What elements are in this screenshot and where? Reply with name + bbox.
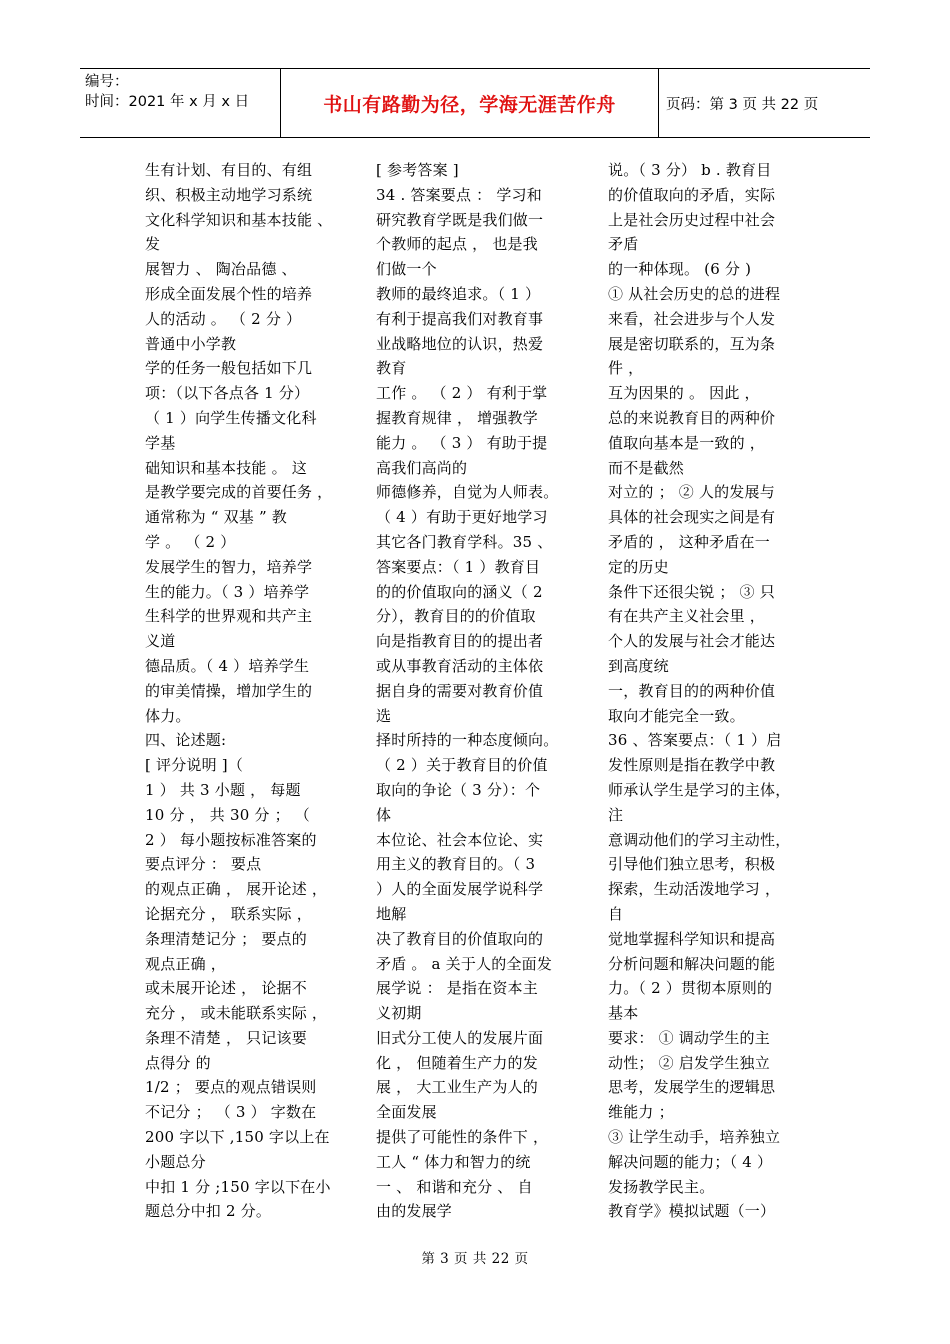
text-line: 展是密切联系的，互为条 — [608, 334, 776, 353]
text-line: 有在共产主义社会里 ， — [608, 607, 765, 626]
text-line: 上是社会历史过程中社会 — [608, 210, 776, 229]
text-line: 学 。 （ 2 ） — [145, 532, 236, 551]
text-line: 的价值取向的矛盾，实际 — [608, 185, 776, 204]
text-line: [ 参考答案 ] — [376, 161, 459, 179]
text-line: 定的历史 — [608, 557, 669, 576]
text-line: 学的任务一般包括如下几 — [145, 359, 313, 378]
text-line: 本位论、社会本位论、实 — [376, 830, 544, 849]
text-column-1 — [145, 158, 355, 1224]
text-line: 的的价值取向的涵义（ 2 — [376, 582, 543, 601]
text-line: 地解 — [376, 904, 407, 923]
text-line: 提供了可能性的条件下 ， — [376, 1128, 549, 1147]
text-line: 而不是截然 — [608, 458, 685, 477]
text-line: 34 . 答案要点 ： 学习和 — [376, 185, 542, 204]
text-line: 发扬教学民主。 — [608, 1177, 715, 1196]
text-line: ）人的全面发展学说科学 — [376, 880, 544, 899]
text-line: 1 ） 共 3 小题 ， 每题 — [145, 780, 301, 799]
text-line: 生有计划、有目的、有组 — [145, 161, 313, 179]
text-line: 一 、 和谐和充分 、 自 — [376, 1177, 533, 1196]
text-line: 普通中小学教 — [145, 334, 237, 353]
text-line: 力。（ 2 ）贯彻本原则的 — [608, 979, 773, 998]
text-line: 工人 “ 体力和智力的统 — [376, 1152, 531, 1171]
text-line: 项：（以下各点各 1 分） — [145, 384, 310, 403]
text-line: 矛盾 — [608, 235, 639, 254]
number-label: 编号： — [85, 74, 129, 90]
text-line: 10 分 ， 共 30 分 ； （ — [145, 805, 310, 824]
text-line: 由的发展学 — [376, 1202, 453, 1221]
text-line: 体力。 — [145, 706, 191, 725]
text-line: 分析问题和解决问题的能 — [608, 954, 776, 973]
text-line: 引导他们独立思考，积极 — [608, 855, 776, 874]
text-line: 2 ） 每小题按标准答案的 — [145, 830, 317, 849]
text-line: 要点评分 ： 要点 — [145, 855, 262, 874]
text-line: 36 、答案要点：（ 1 ）启 — [608, 731, 782, 750]
text-line: 论据充分 ， 联系实际 ， — [145, 904, 312, 923]
text-line: 要求： ① 调动学生的主 — [608, 1028, 770, 1047]
text-line: 教育学》模拟试题（一） — [608, 1202, 776, 1221]
text-line: 师承认学生是学习的主体， — [608, 780, 791, 799]
text-line: 的审美情操，增加学生的 — [145, 681, 313, 700]
text-line: 人的活动 。 （ 2 分 ） — [145, 309, 302, 328]
text-line: 探索，生动活泼地学习 ， — [608, 880, 781, 899]
text-line: 研究教育学既是我们做一 — [376, 210, 544, 229]
text-line: 展学说 ： 是指在资本主 — [376, 979, 538, 998]
text-line: 业战略地位的认识，热爱 — [376, 334, 544, 353]
text-line: 据自身的需要对教育价值 — [376, 681, 544, 700]
text-line: 能力 。 （ 3 ） 有助于提 — [376, 433, 548, 452]
text-line: ① 从社会历史的总的进程 — [608, 284, 781, 303]
text-line: 化 ， 但随着生产力的发 — [376, 1053, 538, 1072]
text-line: 条件下还很尖锐 ； ③ 只 — [608, 582, 775, 601]
text-line: 形成全面发展个性的培养 — [145, 284, 313, 303]
text-line: 不记分 ； （ 3 ） 字数在 — [145, 1103, 317, 1122]
text-line: 答案要点：（ 1 ）教育目 — [376, 557, 541, 576]
text-line: 四、论述题: — [145, 731, 227, 750]
text-line: 选 — [376, 706, 392, 725]
text-line: 说。（ 3 分） b . 教育目 — [608, 161, 772, 179]
text-line: 全面发展 — [376, 1103, 437, 1122]
text-line: （ 2 ）关于教育目的价值 — [376, 756, 548, 775]
text-line: 个人的发展与社会才能达 — [608, 632, 776, 651]
text-line: 自 — [608, 904, 624, 923]
header-motto: 书山有路勤为径，学海无涯苦作舟 — [281, 69, 659, 137]
text-line: 200 字以下 ,150 字以上在 — [145, 1128, 330, 1147]
text-line: 维能力 ； — [608, 1103, 674, 1122]
text-line: 义初期 — [376, 1004, 422, 1023]
text-line: 德品质。（ 4 ）培养学生 — [145, 656, 310, 675]
text-line: 体 — [376, 805, 392, 824]
text-line: 握教育规律 ， 增强教学 — [376, 408, 538, 427]
text-line: 总的来说教育目的两种价 — [608, 408, 776, 427]
text-line: 矛盾的 ， 这种矛盾在一 — [608, 532, 770, 551]
header-meta — [80, 69, 281, 137]
text-line: 具体的社会现实之间是有 — [608, 508, 776, 527]
text-line: 或从事教育活动的主体依 — [376, 656, 544, 675]
text-line: 点得分 的 — [145, 1053, 211, 1072]
text-line: 一，教育目的的两种价值 — [608, 681, 776, 700]
text-line: 觉地掌握科学知识和提高 — [608, 929, 776, 948]
text-line: 互为因果的 。 因此 ， — [608, 384, 760, 403]
text-line: 取向的争论（ 3 分）：个 — [376, 780, 541, 799]
date-line: 时间：2021 年 x 月 x 日 — [85, 94, 250, 110]
text-line: 础知识和基本技能 。 这 — [145, 458, 307, 477]
text-line: 文化科学知识和基本技能 、 — [145, 210, 333, 229]
text-line: ③ 让学生动手，培养独立 — [608, 1128, 781, 1147]
text-line: 注 — [608, 805, 624, 824]
text-line: 用主义的教育目的。（ 3 — [376, 855, 536, 874]
text-line: 基本 — [608, 1004, 639, 1023]
text-line: 思考，发展学生的逻辑思 — [608, 1078, 776, 1097]
text-line: 个教师的起点 ， 也是我 — [376, 235, 538, 254]
text-line: 义道 — [145, 632, 176, 651]
text-line: 矛盾 。 a 关于人的全面发 — [376, 954, 553, 973]
text-line: （ 1 ）向学生传播文化科 — [145, 408, 317, 427]
text-line: 高我们高尚的 — [376, 458, 468, 477]
text-column-2 — [376, 158, 586, 1224]
text-line: 来看，社会进步与个人发 — [608, 309, 776, 328]
text-line: 展智力 、 陶冶品德 、 — [145, 260, 297, 279]
text-line: 教师的最终追求。（ 1 ） — [376, 284, 541, 303]
header-page-info: 页码：第 3 页 共 22 页 — [666, 96, 819, 113]
text-line: 其它各门教育学科。35 、 — [376, 532, 553, 551]
text-line: 值取向基本是一致的 ， — [608, 433, 765, 452]
text-line: 是教学要完成的首要任务 ， — [145, 483, 333, 502]
text-line: 师德修养，自觉为人师表。 — [376, 483, 559, 502]
text-line: 中扣 1 分 ;150 字以下在小 — [145, 1177, 331, 1196]
text-line: 1/2 ； 要点的观点错误则 — [145, 1078, 317, 1097]
text-line: 件 ， — [608, 359, 644, 378]
text-line: 对立的 ； ② 人的发展与 — [608, 483, 775, 502]
text-line: 生的能力。（ 3 ）培养学 — [145, 582, 310, 601]
page-header — [80, 68, 870, 138]
text-line: 题总分中扣 2 分。 — [145, 1202, 272, 1221]
text-line: （ 4 ）有助于更好地学习 — [376, 508, 548, 527]
text-line: 条理不清楚 ， 只记该要 — [145, 1028, 307, 1047]
text-line: 决了教育目的价值取向的 — [376, 929, 544, 948]
text-line: 工作 。 （ 2 ） 有利于掌 — [376, 384, 548, 403]
text-line: 发展学生的智力，培养学 — [145, 557, 313, 576]
text-line: 发性原则是指在教学中教 — [608, 756, 776, 775]
text-line: 到高度统 — [608, 656, 669, 675]
text-line: 学基 — [145, 433, 176, 452]
text-line: 或未展开论述 ， 论据不 — [145, 979, 307, 998]
text-line: 教育 — [376, 359, 407, 378]
text-line: 旧式分工使人的发展片面 — [376, 1028, 544, 1047]
text-line: 生科学的世界观和共产主 — [145, 607, 313, 626]
text-line: [ 评分说明 ]（ — [145, 756, 244, 775]
text-column-3 — [608, 158, 818, 1224]
text-line: 条理清楚记分 ； 要点的 — [145, 929, 307, 948]
text-line: 意调动他们的学习主动性， — [608, 830, 791, 849]
page-footer: 第 3 页 共 22 页 — [421, 1251, 529, 1267]
text-line: 织、积极主动地学习系统 — [145, 185, 313, 204]
text-line: 解决问题的能力；（ 4 ） — [608, 1152, 773, 1171]
text-line: 观点正确 ， — [145, 954, 226, 973]
text-line: 展 ， 大工业生产为人的 — [376, 1078, 538, 1097]
text-line: 分），教育目的的价值取 — [376, 607, 536, 626]
text-line: 充分 ， 或未能联系实际 ， — [145, 1004, 328, 1023]
text-line: 发 — [145, 235, 161, 254]
text-line: 动性； ② 启发学生独立 — [608, 1053, 770, 1072]
text-line: 的一种体现。 (6 分 ) — [608, 260, 752, 279]
text-line: 的观点正确 ， 展开论述 ， — [145, 880, 328, 899]
text-line: 通常称为 “ 双基 ” 教 — [145, 508, 288, 527]
text-line: 小题总分 — [145, 1152, 206, 1171]
text-line: 择时所持的一种态度倾向。 — [376, 731, 559, 750]
text-line: 有利于提高我们对教育事 — [376, 309, 544, 328]
text-line: 向是指教育目的的提出者 — [376, 632, 544, 651]
text-line: 们做一个 — [376, 260, 437, 279]
text-line: 取向才能完全一致。 — [608, 706, 745, 725]
